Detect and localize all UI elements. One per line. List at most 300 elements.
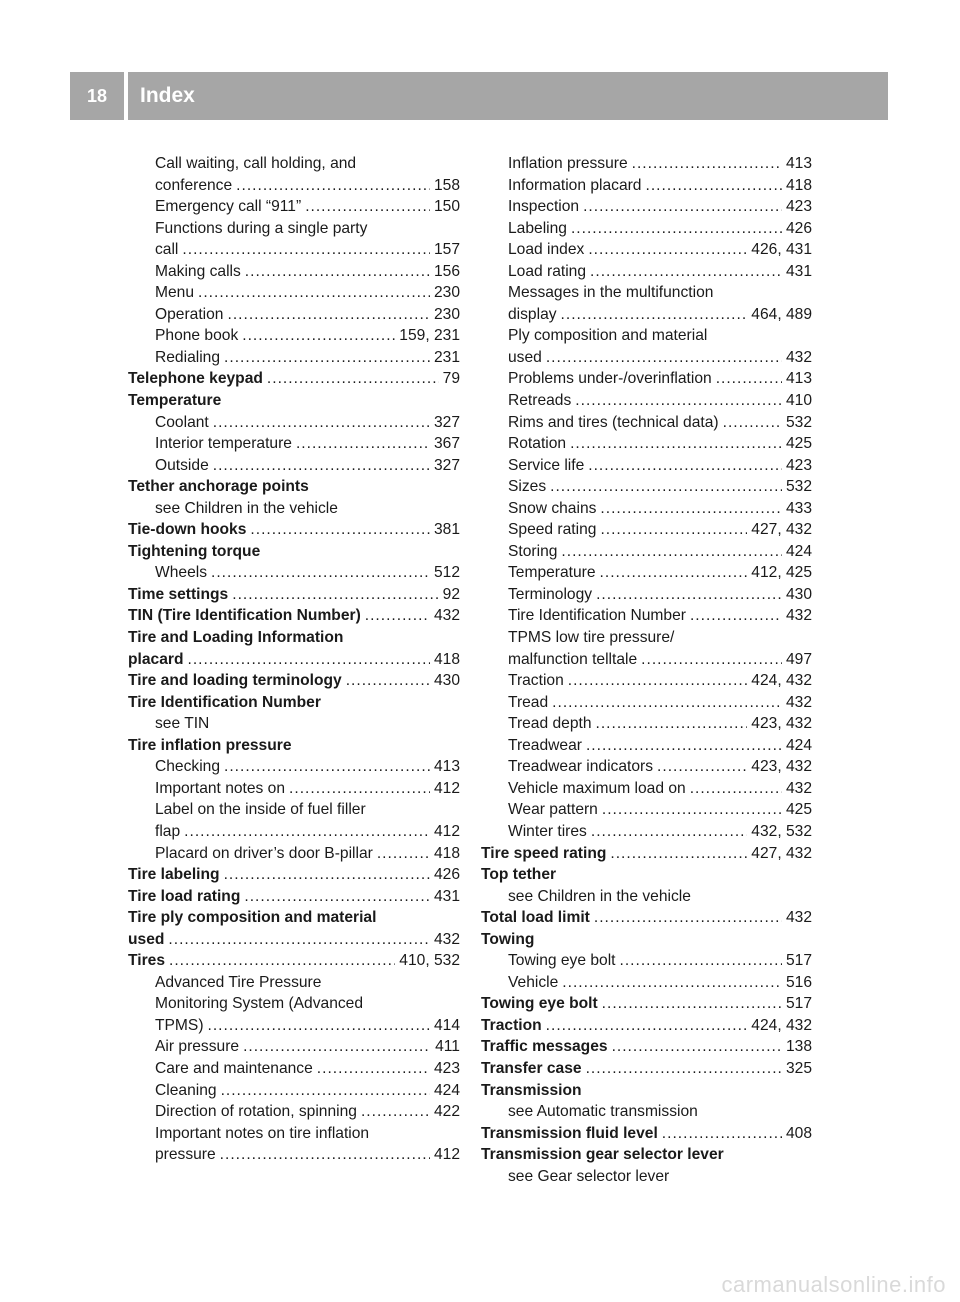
index-term: Advanced Tire Pressure: [155, 973, 322, 991]
dot-leader: [723, 412, 782, 434]
page-reference: 431: [433, 887, 460, 905]
dot-leader: [221, 1080, 430, 1102]
index-term: see Children in the vehicle: [155, 499, 338, 517]
index-entry: [481, 1166, 812, 1188]
dot-leader: [583, 196, 782, 218]
index-entry: [481, 735, 812, 757]
dot-leader: [586, 1058, 782, 1080]
index-entry: [128, 325, 460, 347]
index-term: Call waiting, call holding, and: [155, 155, 357, 172]
dot-leader: [546, 347, 782, 369]
index-term: Sizes: [508, 478, 547, 496]
index-term: Checking: [155, 758, 221, 776]
page-reference: 138: [785, 1038, 812, 1056]
dot-leader: [227, 304, 429, 326]
page-reference: 231: [433, 348, 460, 366]
page-reference: 423: [785, 198, 812, 216]
dot-leader: [552, 692, 782, 714]
page-reference: 410, 532: [399, 952, 460, 970]
index-entry: [481, 1058, 812, 1080]
page-reference: 432: [785, 693, 812, 711]
index-entry: [128, 649, 460, 671]
dot-leader: [641, 649, 782, 671]
index-term: Vehicle: [508, 973, 559, 991]
dot-leader: [610, 843, 747, 865]
dot-leader: [575, 390, 782, 412]
dot-leader: [236, 175, 430, 197]
index-entry: [481, 605, 812, 627]
index-entry: [481, 239, 812, 261]
dot-leader: [224, 756, 430, 778]
index-entry: [128, 670, 460, 692]
page-reference: 414: [433, 1016, 460, 1034]
index-term: Redialing: [155, 348, 221, 366]
page-reference: 418: [433, 650, 460, 668]
index-entry: [128, 282, 460, 304]
index-entry: [128, 1101, 460, 1123]
index-entry: [481, 261, 812, 283]
index-entry: [481, 670, 812, 692]
index-entry: [128, 218, 460, 240]
index-entry: [128, 476, 460, 498]
index-term: Tire and Loading Information: [128, 629, 344, 647]
index-entry: [128, 799, 460, 821]
index-term: Time settings: [128, 585, 229, 603]
page-reference: 426: [785, 219, 812, 237]
index-entry: [128, 993, 460, 1015]
index-term: used: [508, 348, 542, 366]
page-reference: 431: [785, 262, 812, 280]
dot-leader: [169, 950, 395, 972]
page-reference: 327: [433, 413, 460, 431]
page-reference: 426, 431: [751, 241, 812, 259]
index-entry: [481, 519, 812, 541]
index-entry: [128, 950, 460, 972]
page-reference: 432, 532: [751, 822, 812, 840]
index-entry: [128, 390, 460, 412]
index-term: Vehicle maximum load on: [508, 779, 686, 797]
index-term: Making calls: [155, 262, 241, 280]
index-term: Transmission gear selector lever: [481, 1146, 724, 1164]
index-term: Inflation pressure: [508, 155, 628, 172]
page-reference: 159, 231: [399, 327, 460, 345]
dot-leader: [570, 433, 782, 455]
page-reference: 432: [433, 607, 460, 625]
dot-leader: [568, 670, 748, 692]
index-term: Rotation: [508, 435, 567, 453]
dot-leader: [561, 304, 748, 326]
index-entry: [481, 713, 812, 735]
index-entry: [128, 239, 460, 261]
index-entry: [481, 175, 812, 197]
index-entry: [481, 972, 812, 994]
index-term: Total load limit: [481, 909, 590, 927]
dot-leader: [716, 368, 782, 390]
watermark: carmanualsonline.info: [721, 1272, 946, 1297]
page-reference: 516: [785, 973, 812, 991]
dot-leader: [296, 433, 430, 455]
index-entry: [481, 692, 812, 714]
index-entry: [128, 1058, 460, 1080]
index-term: Storing: [508, 542, 558, 560]
index-entry: [128, 864, 460, 886]
page-reference: 381: [433, 521, 460, 539]
page-reference: 426: [433, 866, 460, 884]
dot-leader: [245, 261, 430, 283]
index-entry: [481, 347, 812, 369]
page-reference: 424: [433, 1081, 460, 1099]
page-reference: 156: [433, 262, 460, 280]
page-reference: 410: [785, 392, 812, 410]
index-entry: [128, 261, 460, 283]
index-term: Tire and loading terminology: [128, 672, 342, 690]
index-term: Traction: [481, 1016, 542, 1034]
index-term: Ply composition and material: [508, 327, 708, 345]
page-reference: 424: [785, 736, 812, 754]
index-entry: [128, 843, 460, 865]
dot-leader: [546, 1015, 748, 1037]
index-entry: [481, 1123, 812, 1145]
page-reference: 423: [433, 1059, 460, 1077]
index-entry: [481, 412, 812, 434]
page-reference: 432: [433, 930, 460, 948]
section-title: Index: [140, 84, 195, 107]
page-reference: 408: [785, 1124, 812, 1142]
index-term: see Gear selector lever: [508, 1167, 670, 1185]
index-entry: [481, 1036, 812, 1058]
dot-leader: [594, 907, 782, 929]
dot-leader: [590, 261, 782, 283]
index-term: TPMS): [155, 1016, 204, 1034]
dot-leader: [232, 584, 438, 606]
dot-leader: [690, 778, 782, 800]
index-entry: [481, 153, 812, 175]
index-entry: [128, 347, 460, 369]
index-column-left: [128, 153, 460, 1166]
page-reference: 424: [785, 542, 812, 560]
dot-leader: [602, 799, 782, 821]
index-term: Interior temperature: [155, 435, 292, 453]
index-term: Coolant: [155, 413, 209, 431]
index-term: Tires: [128, 952, 165, 970]
index-entry: [481, 218, 812, 240]
page-reference: 412, 425: [751, 564, 812, 582]
page-reference: 432: [785, 779, 812, 797]
page-reference: 422: [433, 1103, 460, 1121]
page-reference: 230: [433, 284, 460, 302]
page-reference: 158: [433, 176, 460, 194]
index-term: Phone book: [155, 327, 239, 345]
index-term: Load rating: [508, 262, 587, 280]
index-term: Service life: [508, 456, 585, 474]
index-term: placard: [128, 650, 184, 668]
dot-leader: [591, 821, 747, 843]
dot-leader: [600, 498, 782, 520]
dot-leader: [645, 175, 781, 197]
index-entry: [128, 455, 460, 477]
index-term: malfunction telltale: [508, 650, 638, 668]
index-entry: [481, 993, 812, 1015]
index-entry: [481, 1080, 812, 1102]
dot-leader: [168, 929, 430, 951]
page-reference: 157: [433, 241, 460, 259]
page-reference: 432: [785, 909, 812, 927]
index-entry: [128, 584, 460, 606]
index-term: Labeling: [508, 219, 567, 237]
index-term: Cleaning: [155, 1081, 217, 1099]
index-entry: [128, 692, 460, 714]
dot-leader: [220, 1144, 430, 1166]
index-entry: [481, 778, 812, 800]
index-entry: [128, 433, 460, 455]
index-term: Placard on driver’s door B-pillar: [155, 844, 373, 862]
index-term: Tire load rating: [128, 887, 241, 905]
index-term: Retreads: [508, 392, 572, 410]
index-entry: [128, 886, 460, 908]
index-term: Wheels: [155, 564, 207, 582]
index-term: flap: [155, 822, 181, 840]
index-entry: [128, 929, 460, 951]
dot-leader: [289, 778, 430, 800]
page-reference: 411: [435, 1038, 460, 1056]
index-term: Traction: [508, 672, 564, 690]
index-entry: [481, 433, 812, 455]
page-reference: 325: [785, 1059, 812, 1077]
index-entry: [481, 799, 812, 821]
dot-leader: [243, 1036, 431, 1058]
index-term: Functions during a single party: [155, 219, 368, 237]
index-term: display: [508, 305, 557, 323]
index-term: Top tether: [481, 866, 557, 884]
index-entry: [481, 541, 812, 563]
index-entry: [481, 498, 812, 520]
page-reference: 327: [433, 456, 460, 474]
index-entry: [481, 390, 812, 412]
page-reference: 412: [433, 1146, 460, 1164]
dot-leader: [632, 153, 782, 175]
index-entry: [481, 843, 812, 865]
index-term: Telephone keypad: [128, 370, 263, 388]
page-reference: 230: [433, 305, 460, 323]
index-entry: [481, 929, 812, 951]
dot-leader: [600, 519, 747, 541]
page-reference: 432: [785, 607, 812, 625]
dot-leader: [612, 1036, 782, 1058]
index-term: Outside: [155, 456, 209, 474]
page-reference: 418: [433, 844, 460, 862]
page-reference: 413: [785, 155, 812, 172]
dot-leader: [377, 843, 430, 865]
index-entry: [481, 196, 812, 218]
index-term: used: [128, 930, 165, 948]
index-term: Direction of rotation, spinning: [155, 1103, 357, 1121]
dot-leader: [305, 196, 430, 218]
index-term: Menu: [155, 284, 195, 302]
page-reference: 433: [785, 499, 812, 517]
page-reference: 412: [433, 822, 460, 840]
index-entry: [481, 886, 812, 908]
page-reference: 413: [433, 758, 460, 776]
index-term: Important notes on tire inflation: [155, 1124, 370, 1142]
page-reference: 367: [433, 435, 460, 453]
dot-leader: [250, 519, 430, 541]
index-entry: [128, 821, 460, 843]
dot-leader: [586, 735, 782, 757]
index-entry: [128, 519, 460, 541]
index-entry: [481, 627, 812, 649]
dot-leader: [596, 713, 748, 735]
index-entry: [481, 282, 812, 304]
dot-leader: [187, 649, 429, 671]
index-entry: [128, 368, 460, 390]
page-reference: 418: [785, 176, 812, 194]
index-term: Operation: [155, 305, 224, 323]
index-entry: [128, 1123, 460, 1145]
page-reference: 425: [785, 801, 812, 819]
index-term: Inspection: [508, 198, 580, 216]
dot-leader: [571, 218, 782, 240]
index-term: Tie-down hooks: [128, 521, 247, 539]
index-entry: [128, 562, 460, 584]
page-reference: 430: [433, 672, 460, 690]
index-term: Towing eye bolt: [508, 952, 616, 970]
index-entry: [481, 649, 812, 671]
dot-leader: [211, 562, 430, 584]
index-term: Rims and tires (technical data): [508, 413, 719, 431]
dot-leader: [562, 972, 782, 994]
index-term: Air pressure: [155, 1038, 240, 1056]
dot-leader: [600, 562, 748, 584]
dot-leader: [244, 886, 430, 908]
index-term: conference: [155, 176, 233, 194]
index-entry: [128, 304, 460, 326]
dot-leader: [361, 1101, 430, 1123]
index-entry: [481, 476, 812, 498]
dot-leader: [596, 584, 782, 606]
index-term: Tire Identification Number: [508, 607, 686, 625]
index-term: Messages in the multifunction: [508, 284, 714, 302]
index-entry: [128, 153, 460, 175]
index-entry: [128, 735, 460, 757]
index-entry: [481, 1101, 812, 1123]
page-reference: 427, 432: [751, 844, 812, 862]
index-entry: [128, 907, 460, 929]
index-term: Tightening torque: [128, 542, 261, 560]
index-entry: [481, 455, 812, 477]
index-term: TIN (Tire Identification Number): [128, 607, 361, 625]
index-entry: [128, 972, 460, 994]
index-entry: [128, 605, 460, 627]
index-entry: [128, 1036, 460, 1058]
index-entry: [128, 1144, 460, 1166]
index-term: Tire ply composition and material: [128, 909, 377, 927]
index-term: Transmission fluid level: [481, 1124, 658, 1142]
index-term: Towing: [481, 930, 535, 948]
index-term: see TIN: [155, 715, 210, 733]
index-term: Towing eye bolt: [481, 995, 598, 1013]
page-reference: 497: [785, 650, 812, 668]
dot-leader: [224, 347, 430, 369]
page-reference: 413: [785, 370, 812, 388]
index-entry: [481, 821, 812, 843]
dot-leader: [620, 950, 782, 972]
index-term: Tether anchorage points: [128, 478, 309, 496]
dot-leader: [602, 993, 782, 1015]
dot-leader: [588, 239, 747, 261]
page-reference: 517: [785, 995, 812, 1013]
page-reference: 517: [785, 952, 812, 970]
page-reference: 432: [785, 348, 812, 366]
dot-leader: [182, 239, 430, 261]
index-term: Label on the inside of fuel filler: [155, 801, 366, 819]
index-term: Temperature: [128, 392, 222, 410]
index-term: Transmission: [481, 1081, 582, 1099]
index-entry: [128, 1080, 460, 1102]
index-term: see Children in the vehicle: [508, 887, 691, 905]
index-term: see Automatic transmission: [508, 1103, 698, 1121]
index-term: Important notes on: [155, 779, 286, 797]
index-entry: [128, 1015, 460, 1037]
index-entry: [128, 175, 460, 197]
page-reference: 92: [442, 585, 460, 603]
index-entry: [481, 368, 812, 390]
dot-leader: [242, 325, 395, 347]
header-divider: [124, 72, 128, 120]
page-reference: 412: [433, 779, 460, 797]
index-entry: [481, 584, 812, 606]
page-reference: 423: [785, 456, 812, 474]
index-entry: [128, 196, 460, 218]
dot-leader: [365, 605, 430, 627]
page-reference: 423, 432: [751, 715, 812, 733]
page-reference: 424, 432: [751, 1016, 812, 1034]
page-reference: 423, 432: [751, 758, 812, 776]
page-reference: 427, 432: [751, 521, 812, 539]
index-term: Tread depth: [508, 715, 592, 733]
dot-leader: [346, 670, 430, 692]
index-entry: [481, 756, 812, 778]
index-entry: [481, 304, 812, 326]
dot-leader: [198, 282, 430, 304]
index-entry: [128, 541, 460, 563]
index-term: Tire speed rating: [481, 844, 607, 862]
page-reference: 532: [785, 478, 812, 496]
index-term: Tire inflation pressure: [128, 736, 292, 754]
index-entry: [128, 756, 460, 778]
dot-leader: [662, 1123, 782, 1145]
dot-leader: [267, 368, 439, 390]
page-reference: 430: [785, 585, 812, 603]
index-term: Snow chains: [508, 499, 597, 517]
dot-leader: [213, 455, 430, 477]
index-term: Winter tires: [508, 822, 587, 840]
dot-leader: [184, 821, 430, 843]
index-entry: [128, 778, 460, 800]
index-entry: [481, 562, 812, 584]
dot-leader: [561, 541, 782, 563]
index-term: Traffic messages: [481, 1038, 608, 1056]
index-entry: [481, 950, 812, 972]
index-term: Treadwear: [508, 736, 582, 754]
page-reference: 424, 432: [751, 672, 812, 690]
index-column-right: [481, 153, 812, 1187]
index-term: Tire Identification Number: [128, 693, 321, 711]
index-term: Emergency call “911”: [155, 198, 302, 216]
index-term: Speed rating: [508, 521, 597, 539]
index-entry: [128, 713, 460, 735]
page-reference: 79: [442, 370, 460, 388]
index-term: call: [155, 241, 179, 259]
